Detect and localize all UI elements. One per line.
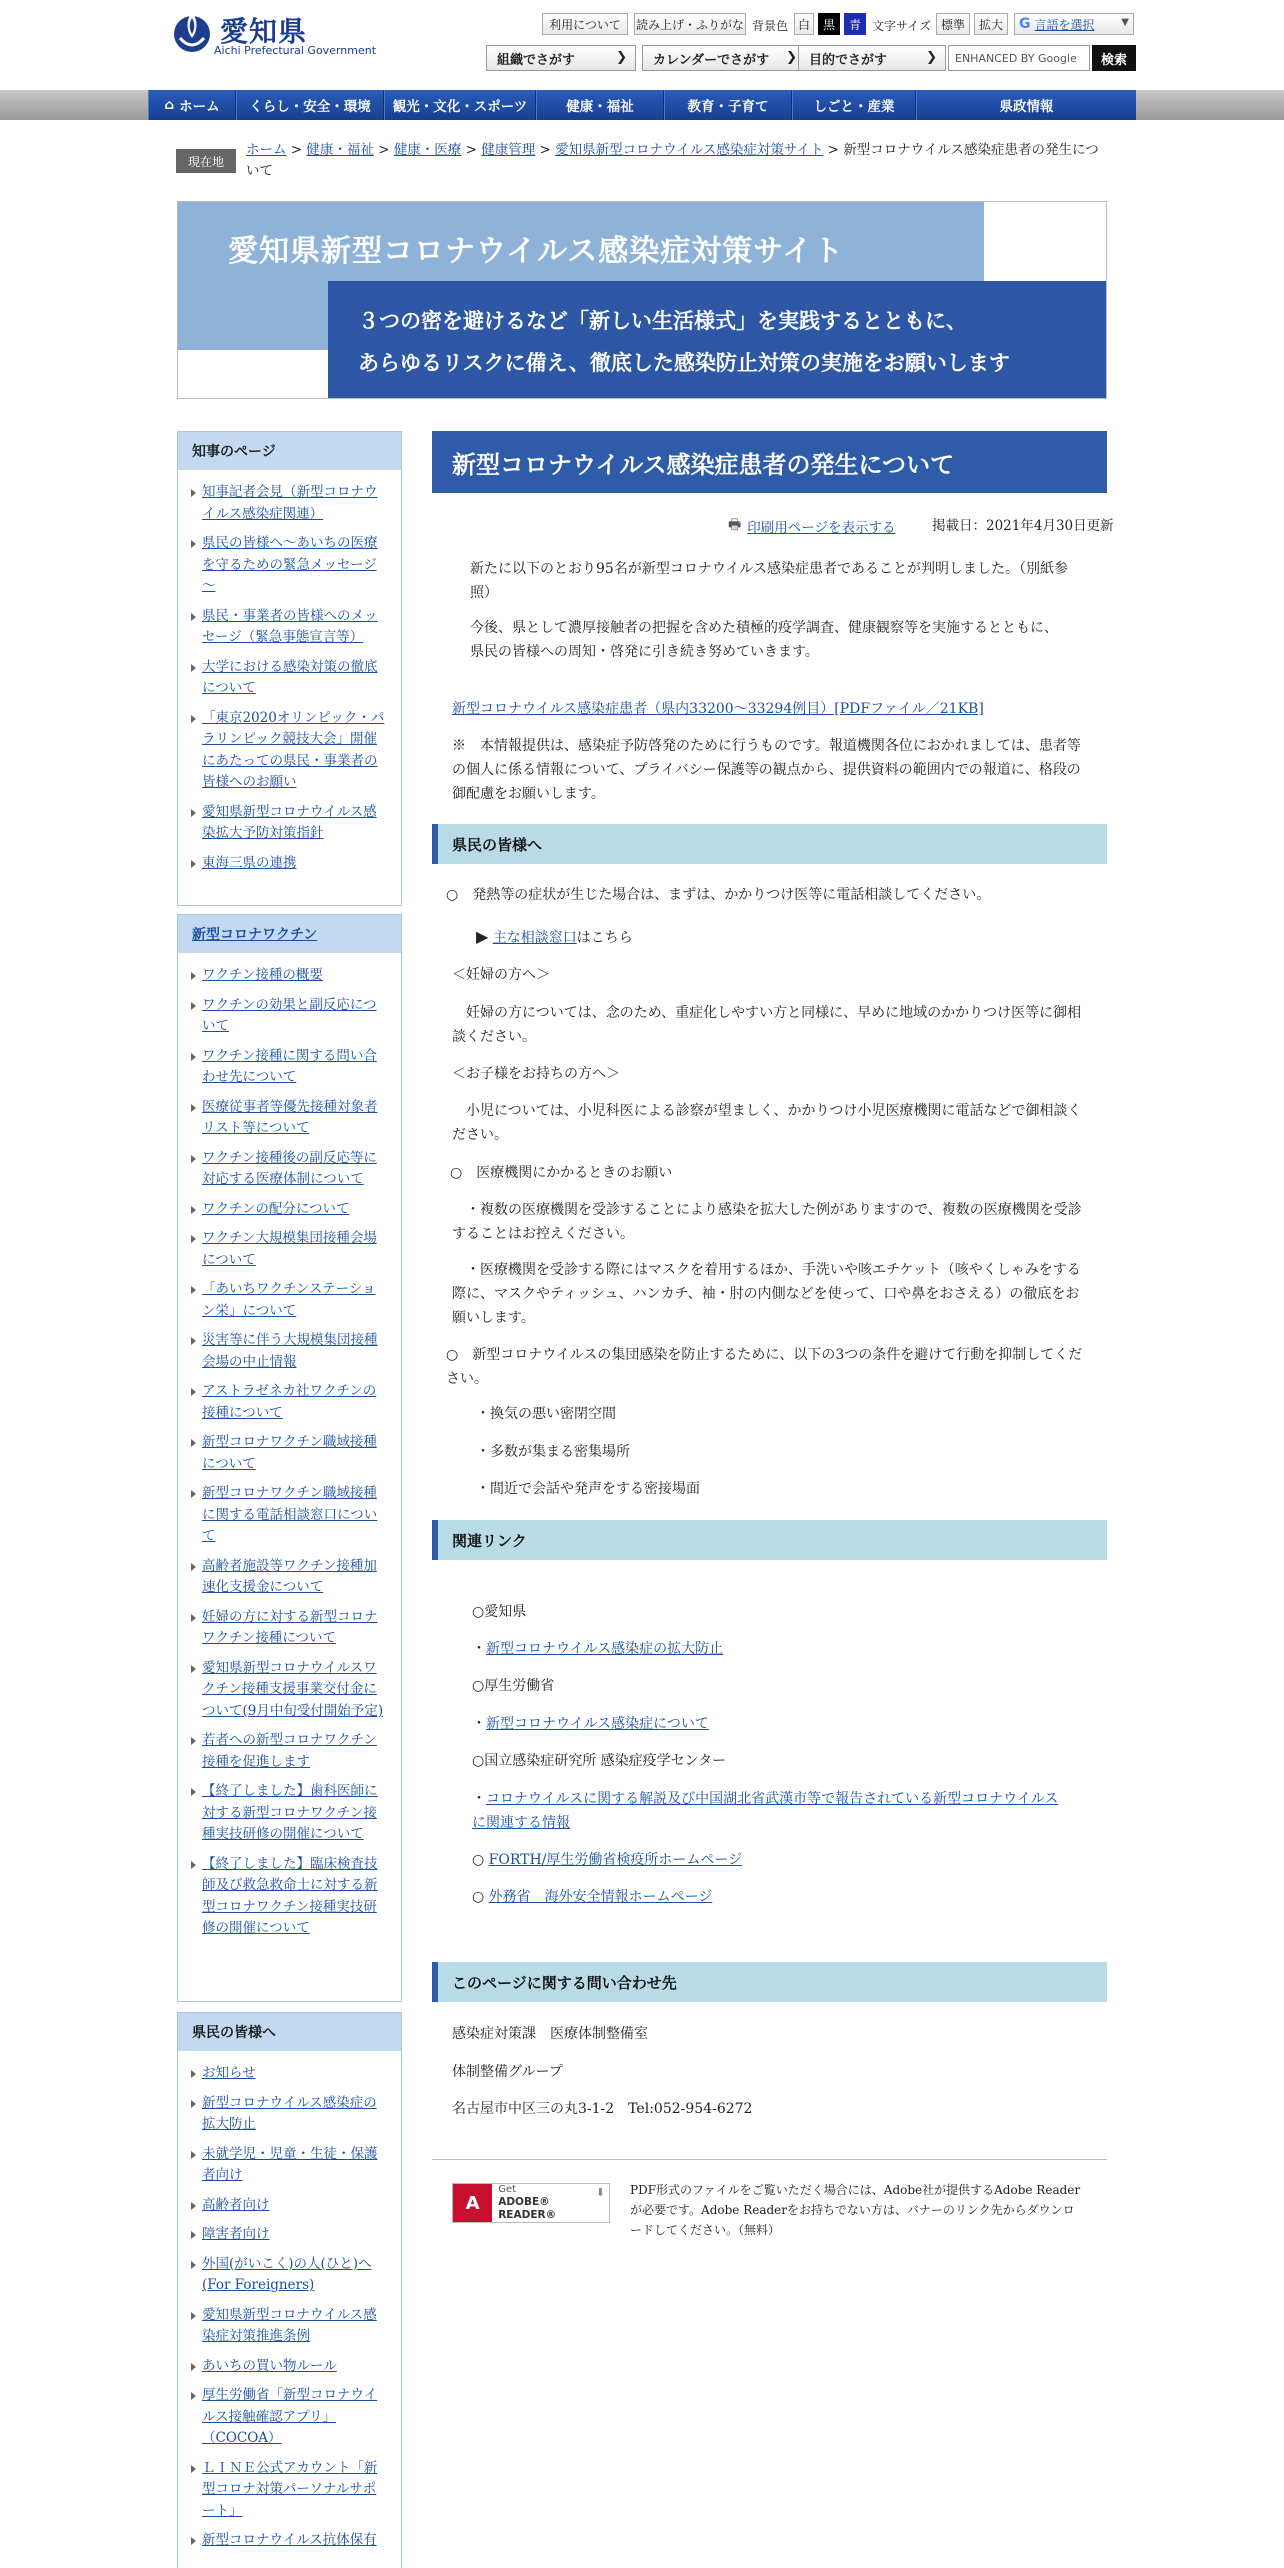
breadcrumb-covid-site[interactable]: 愛知県新型コロナウイルス感染症対策サイト: [555, 142, 824, 158]
sidebar-residents-item[interactable]: [190, 2063, 389, 2085]
search-button[interactable]: 検索: [1092, 45, 1136, 71]
consult-line: [476, 925, 633, 950]
medical-advice-1: ・複数の医療機関を受診することにより感染を拡大した例がありますので、複数の医療機関を受診することはお控えください。: [452, 1202, 1082, 1242]
sidebar-governor-item[interactable]: [190, 482, 389, 525]
sidebar-residents-item-link[interactable]: ＬＩＮＥ公式アカウント「新型コロナ対策パーソナルサポート」: [202, 2459, 378, 2519]
pdf-link-label: 新型コロナウイルス感染症患者（県内33200～33294例目）[PDFファイル／21KB]: [452, 701, 984, 717]
font-size-label: 文字サイズ: [872, 19, 932, 33]
medical-heading: ○ 医療機関にかかるときのお願い: [450, 1165, 673, 1181]
related-forth-link[interactable]: FORTH/厚生労働省検疫所ホームページ: [488, 1852, 743, 1868]
sidebar-vaccine-item[interactable]: [190, 1854, 389, 1940]
sidebar-vaccine-item[interactable]: [190, 1330, 389, 1373]
breadcrumb-health-mgmt[interactable]: 健康管理: [481, 142, 536, 158]
sidebar-vaccine: [177, 914, 402, 2002]
sidebar-vaccine-heading[interactable]: [178, 915, 401, 953]
print-link-label: 印刷用ページを表示する: [747, 520, 896, 536]
page-title: 新型コロナウイルス感染症患者の発生について: [432, 431, 1107, 493]
banner-line-1: ３つの密を避けるなど「新しい生活様式」を実践するとともに、: [358, 309, 967, 333]
gnav-home-label: ホーム: [179, 99, 220, 115]
sidebar-residents-heading: 県民の皆様へ: [178, 2013, 401, 2051]
intro-paragraph: 新たに以下のとおり95名が新型コロナウイルス感染症患者であることが判明しました。（別紙参照）: [470, 561, 1068, 601]
sidebar-residents-item-link[interactable]: 外国(がいこく)の人(ひと)へ(For Foreigners): [202, 2255, 372, 2293]
sidebar-vaccine-item[interactable]: [190, 1730, 389, 1773]
sidebar-governor-item[interactable]: [190, 533, 389, 598]
gnav-life[interactable]: くらし・安全・環境: [236, 90, 384, 120]
sidebar-governor-item-link[interactable]: 大学における感染対策の徹底について: [202, 658, 378, 696]
contact-address: 名古屋市中区三の丸3-1-2 Tel:052-954-6272: [452, 2101, 753, 2117]
gnav-home[interactable]: [148, 90, 236, 120]
section-heading-residents: 県民の皆様へ: [432, 824, 1107, 864]
translate-label: 言語を選択: [1034, 17, 1095, 32]
sidebar-vaccine-item-link[interactable]: 高齢者施設等ワクチン接種加速化支援金について: [202, 1557, 377, 1595]
bg-black-button[interactable]: 黒: [818, 13, 840, 35]
site-logo-title[interactable]: 愛知県: [220, 15, 308, 48]
sidebar-vaccine-item-link[interactable]: 愛知県新型コロナウイルスワクチン接種支援事業交付金について(9月中旬受付開始予定): [202, 1659, 384, 1719]
sidebar-governor-heading: 知事のページ: [178, 432, 401, 470]
sidebar-vaccine-item[interactable]: [190, 1148, 389, 1191]
condition-1: ・換気の悪い密閉空間: [476, 1406, 616, 1422]
sidebar-residents-item[interactable]: [190, 2254, 389, 2297]
breadcrumb-label: 現在地: [176, 149, 236, 173]
related-mofa-link[interactable]: 外務省 海外安全情報ホームページ: [488, 1889, 713, 1905]
sidebar-residents-item[interactable]: [190, 2093, 389, 2136]
download-icon: ⬇: [595, 2186, 605, 2199]
sidebar-residents-item[interactable]: [190, 2356, 389, 2378]
followup-paragraph: 今後、県として濃厚接触者の把握を含めた積極的疫学調査、健康観察等を実施するとともに、県民の皆様への周知・啓発に引き続き努めていきます。: [470, 620, 1058, 660]
sidebar-governor-item[interactable]: [190, 708, 389, 794]
search-input[interactable]: ENHANCED BY Google: [948, 45, 1090, 71]
bg-color-label: 背景色: [752, 19, 789, 33]
sidebar-vaccine-item[interactable]: [190, 1046, 389, 1089]
sidebar-vaccine-item-link[interactable]: 医療従事者等優先接種対象者リスト等について: [202, 1098, 378, 1136]
sidebar-residents-item-link[interactable]: 未就学児・児童・生徒・保護者向け: [202, 2145, 378, 2183]
sidebar-vaccine-item-link[interactable]: 若者への新型コロナワクチン接種を促進します: [202, 1732, 377, 1770]
sidebar-vaccine-item-link[interactable]: ワクチンの効果と副反応について: [202, 996, 377, 1034]
sidebar-residents-item-link[interactable]: 新型コロナウイルス感染症の拡大防止: [202, 2094, 377, 2132]
sidebar-vaccine-item[interactable]: [190, 1199, 389, 1221]
gnav-government[interactable]: 県政情報: [916, 90, 1136, 120]
related-niid-link[interactable]: コロナウイルスに関する解説及び中国湖北省武漢市等で報告されている新型コロナウイルスに関連する情報: [472, 1791, 1059, 1831]
adobe-get-label: Get: [498, 2184, 517, 2195]
related-mhlw-link[interactable]: 新型コロナウイルス感染症について: [486, 1716, 709, 1732]
sidebar-residents-item-link[interactable]: 愛知県新型コロナウイルス感染症対策推進条例: [202, 2306, 377, 2344]
sidebar-vaccine-item[interactable]: [190, 1228, 389, 1271]
breadcrumb: ホーム > 健康・福祉 > 健康・医療 > 健康管理 > 愛知県新型コロナウイルス感染症対策サイト > 新型コロナウイルス感染症患者の発生について: [246, 142, 1099, 179]
contact-dept: 感染症対策課 医療体制整備室: [452, 2026, 648, 2042]
sidebar-vaccine-item[interactable]: [190, 1607, 389, 1650]
google-g-icon: G: [1019, 16, 1031, 32]
font-standard-button[interactable]: 標準: [936, 13, 970, 35]
cluster-advice: ○ 新型コロナウイルスの集団感染を防止するために、以下の3つの条件を避けて行動を抑制してください。: [446, 1347, 1083, 1387]
related-mhlw-label: ○厚生労働省: [472, 1678, 555, 1694]
related-aichi-link[interactable]: 新型コロナウイルス感染症の拡大防止: [486, 1641, 724, 1657]
sidebar-vaccine-item[interactable]: [190, 1483, 389, 1548]
sidebar-vaccine-item-link[interactable]: ワクチンの配分について: [202, 1200, 350, 1217]
gnav-education[interactable]: 教育・子育て: [664, 90, 792, 120]
sidebar-vaccine-item[interactable]: [190, 1781, 389, 1846]
covid-site-banner[interactable]: [177, 201, 1107, 399]
children-heading: ＜お子様をお持ちの方へ＞: [452, 1066, 620, 1082]
chevron-right-icon: ❯: [786, 50, 797, 65]
gnav-work[interactable]: しごと・産業: [792, 90, 916, 120]
print-link[interactable]: [728, 514, 895, 538]
sidebar-vaccine-item-link[interactable]: 新型コロナワクチン職域接種について: [202, 1434, 377, 1472]
sidebar-vaccine-item[interactable]: [190, 1556, 389, 1599]
banner-title: 愛知県新型コロナウイルス感染症対策サイト: [228, 234, 845, 269]
sidebar-residents-item[interactable]: [190, 2305, 389, 2348]
bg-blue-button[interactable]: 青: [844, 13, 866, 35]
pregnant-text: 妊婦の方については、念のため、重症化しやすい方と同様に、早めに地域のかかりつけ医等に御相談ください。: [452, 1005, 1082, 1045]
sidebar-residents-item[interactable]: [190, 2195, 389, 2217]
adobe-reader-banner[interactable]: [452, 2183, 610, 2223]
usage-button[interactable]: 利用について: [542, 13, 628, 35]
aichi-logo-icon[interactable]: [173, 8, 211, 54]
condition-2: ・多数が集まる密集場所: [476, 1444, 630, 1460]
sidebar-residents-item-link[interactable]: 高齢者向け: [202, 2196, 270, 2213]
search-by-calendar-label: カレンダーでさがす: [653, 52, 770, 68]
sidebar-residents-item[interactable]: [190, 2224, 389, 2246]
sidebar-residents-item[interactable]: [190, 2458, 389, 2523]
sidebar-vaccine-item-link[interactable]: ワクチン接種に関する問い合わせ先について: [202, 1047, 377, 1085]
chevron-down-icon: ▼: [1121, 17, 1129, 28]
medical-advice-2: ・医療機関を受診する際にはマスクを着用するほか、手洗いや咳エチケット（咳やくしゃみをする際に、マスクやティッシュ、ハンカチ、袖・肘の内側などを使って、口や鼻をおさえる）の徹底をお願いします。: [452, 1262, 1081, 1326]
breadcrumb-health-welfare[interactable]: 健康・福祉: [306, 142, 374, 158]
sidebar-residents-item-link[interactable]: 厚生労働省「新型コロナウイルス接触確認アプリ」（COCOA）: [202, 2387, 378, 2446]
sidebar-governor-item[interactable]: [190, 802, 389, 845]
sidebar-governor-item[interactable]: [190, 853, 389, 875]
pdf-link[interactable]: [452, 697, 1072, 721]
sidebar-governor-item-link[interactable]: 県民の皆様へ～あいちの医療を守るための緊急メッセージ～: [202, 535, 378, 594]
sidebar-vaccine-item[interactable]: [190, 1279, 389, 1322]
children-text: 小児については、小児科医による診察が望ましく、かかりつけ小児医療機関に電話などで御相談ください。: [452, 1103, 1082, 1143]
sidebar-residents-item-link[interactable]: あいちの買い物ルール: [202, 2357, 337, 2374]
sidebar-vaccine-item-link[interactable]: 新型コロナワクチン職域接種に関する電話相談窓口について: [202, 1485, 378, 1544]
printer-icon: 🖶: [728, 517, 742, 533]
banner-line-2: あらゆるリスクに備え、徹底した感染防止対策の実施をお願いします: [358, 351, 1010, 375]
sidebar-vaccine-item-link[interactable]: 【終了しました】臨床検査技師及び救急救命士に対する新型コロナワクチン接種実技研修の開催について: [202, 1855, 378, 1936]
sidebar-governor-item-link[interactable]: 県民・事業者の皆様へのメッセージ（緊急事態宣言等）: [202, 607, 378, 645]
sidebar-vaccine-item-link[interactable]: 「あいちワクチンステーション栄」について: [202, 1281, 376, 1319]
posted-date: 掲載日：2021年4月30日更新: [932, 518, 1114, 534]
search-by-org-button[interactable]: [486, 45, 636, 71]
search-by-purpose-button[interactable]: [798, 45, 946, 71]
sidebar-residents-item-link[interactable]: 新型コロナウイルス抗体保有: [202, 2532, 377, 2548]
sidebar-governor-item[interactable]: [190, 606, 389, 649]
section-heading-contact: このページに関する問い合わせ先: [432, 1962, 1107, 2002]
adobe-logo-icon: A: [453, 2184, 492, 2222]
search-by-purpose-label: 目的でさがす: [809, 52, 888, 68]
contact-group: 体制整備グループ: [452, 2064, 563, 2080]
sidebar-residents-item-link[interactable]: 障害者向け: [202, 2226, 270, 2242]
bg-white-button[interactable]: 白: [794, 13, 814, 35]
breadcrumb-health-medical[interactable]: 健康・医療: [393, 142, 462, 158]
sidebar-vaccine-heading-link[interactable]: 新型コロナワクチン: [192, 927, 318, 943]
gnav-health[interactable]: 健康・福祉: [536, 90, 664, 120]
sidebar-governor-item-link[interactable]: 知事記者会見（新型コロナウイルス感染症関連）: [202, 484, 378, 522]
sidebar-residents-item-link[interactable]: お知らせ: [202, 2065, 256, 2081]
sidebar-residents: [177, 2012, 402, 2568]
divider: [432, 2159, 1107, 2160]
sidebar-vaccine-item-link[interactable]: ワクチン接種の概要: [202, 967, 323, 983]
sidebar-governor-item-link[interactable]: 「東京2020オリンピック・パラリンピック競技大会」開催にあたっての県民・事業者の皆様へのお願い: [202, 709, 385, 790]
sidebar-vaccine-item[interactable]: [190, 1432, 389, 1475]
search-by-calendar-button[interactable]: [642, 45, 806, 71]
arrow-right-icon: ▶: [476, 927, 489, 946]
global-nav: [0, 90, 1284, 120]
sidebar-vaccine-item-link[interactable]: 【終了しました】歯科医師に対する新型コロナワクチン接種実技研修の開催について: [202, 1783, 378, 1842]
related-niid-label: ○国立感染症研究所 感染症疫学センター: [472, 1753, 727, 1769]
pregnant-heading: ＜妊婦の方へ＞: [452, 967, 550, 983]
fever-advice: ○ 発熱等の症状が生じた場合は、まずは、かかりつけ医等に電話相談してください。: [446, 887, 991, 903]
sidebar-vaccine-item[interactable]: [190, 1381, 389, 1424]
sidebar-vaccine-item-link[interactable]: アストラゼネカ社ワクチンの接種について: [202, 1383, 377, 1421]
sidebar-vaccine-item[interactable]: [190, 995, 389, 1038]
sidebar-residents-item[interactable]: [190, 2385, 389, 2450]
section-heading-related: 関連リンク: [432, 1520, 1107, 1560]
home-icon: ⌂: [164, 97, 175, 113]
search-by-org-label: 組織でさがす: [497, 52, 576, 68]
sidebar-residents-item[interactable]: [190, 2144, 389, 2187]
read-aloud-button[interactable]: 読み上げ・ふりがな: [634, 13, 746, 35]
sidebar-vaccine-item[interactable]: [190, 965, 389, 987]
consult-link[interactable]: 主な相談窓口: [492, 930, 577, 946]
sidebar-governor-item-link[interactable]: 愛知県新型コロナウイルス感染拡大予防対策指針: [202, 803, 377, 841]
sidebar-vaccine-item-link[interactable]: 災害等に伴う大規模集団接種会場の中止情報: [202, 1332, 378, 1370]
sidebar-governor: [177, 431, 402, 906]
site-logo-subtitle: Aichi Prefectural Government: [214, 44, 377, 57]
breadcrumb-current: 新型コロナウイルス感染症患者の発生について: [246, 142, 1099, 179]
sidebar-governor-item[interactable]: [190, 657, 389, 700]
sidebar-vaccine-item-link[interactable]: ワクチン大規模集団接種会場について: [202, 1230, 377, 1268]
sidebar-governor-item-link[interactable]: 東海三県の連携: [202, 854, 297, 871]
sidebar-vaccine-item[interactable]: [190, 1097, 389, 1140]
chevron-right-icon: ❯: [616, 50, 627, 65]
gnav-tourism[interactable]: 観光・文化・スポーツ: [384, 90, 536, 120]
related-aichi-label: ○愛知県: [472, 1604, 527, 1620]
privacy-note: ※ 本情報提供は、感染症予防啓発のために行うものです。報道機関各位におかれましては、患者等の個人に係る情報について、プライバシー保護等の観点から、提供資料の範囲内での報道に、格段の御配慮をお願いします。: [452, 738, 1081, 802]
condition-3: ・間近で会話や発声をする密接場面: [476, 1481, 700, 1497]
chevron-right-icon: ❯: [926, 50, 937, 65]
adobe-reader-label: ADOBE® READER®: [498, 2196, 557, 2221]
sidebar-vaccine-item[interactable]: [190, 1658, 389, 1723]
sidebar-residents-item[interactable]: [190, 2530, 389, 2552]
sidebar-vaccine-item-link[interactable]: 妊婦の方に対する新型コロナワクチン接種について: [202, 1608, 378, 1646]
consult-suffix: はこちら: [576, 930, 633, 946]
adobe-reader-note: PDF形式のファイルをご覧いただく場合には、Adobe社が提供するAdobe Readerが必要です。Adobe Readerをお持ちでない方は、バナーのリンク先からダウンロードしてください。（無料）: [630, 2183, 1081, 2237]
sidebar-vaccine-item-link[interactable]: ワクチン接種後の副反応等に対応する医療体制について: [202, 1149, 377, 1187]
breadcrumb-home[interactable]: ホーム: [246, 142, 287, 158]
translate-select[interactable]: [1014, 13, 1134, 35]
font-large-button[interactable]: 拡大: [974, 13, 1008, 35]
